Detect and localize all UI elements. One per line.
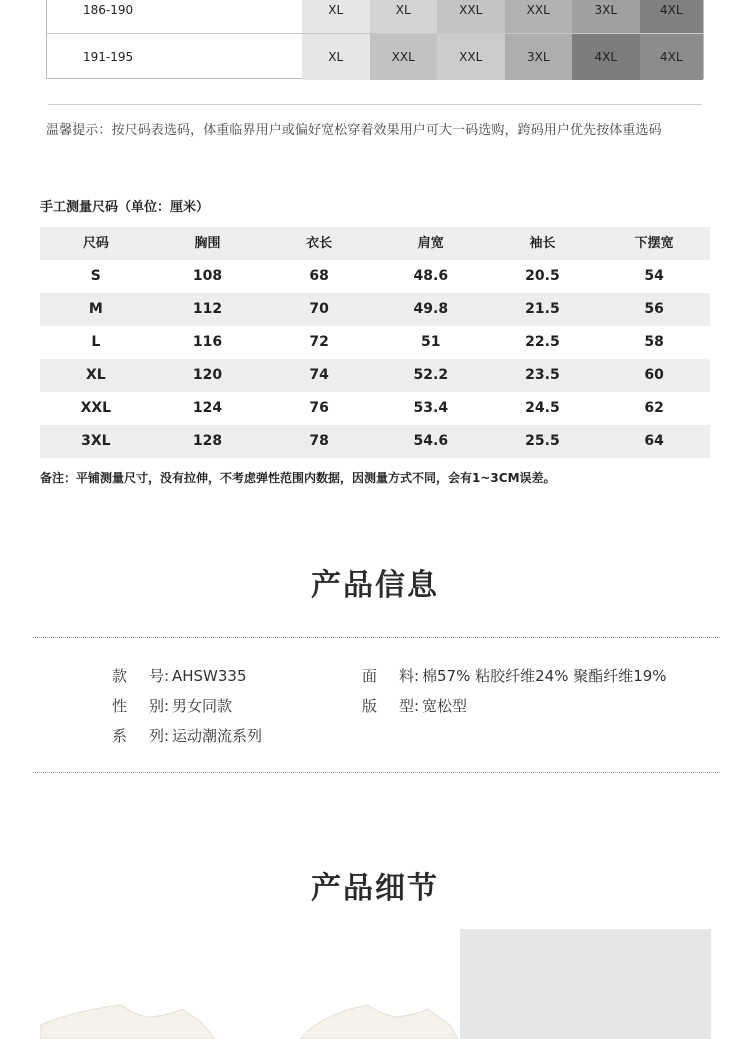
table-cell: 120 <box>192 367 223 383</box>
info-style-number <box>112 665 247 687</box>
info-colon: : <box>164 727 170 745</box>
size-cell: XXL <box>437 0 505 33</box>
table-row <box>40 425 710 458</box>
measurement-title: 手工测量尺码（单位：厘米） <box>40 200 210 215</box>
size-tip: 温馨提示：按尺码表选码，体重临界用户或偏好宽松穿着效果用户可大一码选购，跨码用户优先按体重选码 <box>46 123 662 138</box>
table-cell: 116 <box>192 334 223 350</box>
product-info-title: 产品信息 <box>311 568 439 603</box>
table-cell: 128 <box>192 433 223 449</box>
table-cell: 72 <box>309 334 329 350</box>
info-value: AHSW335 <box>172 667 247 685</box>
table-cell: 3XL <box>81 433 111 449</box>
divider <box>48 104 702 105</box>
table-cell: 58 <box>644 334 664 350</box>
table-cell: 25.5 <box>525 433 560 449</box>
table-cell: 56 <box>644 301 664 317</box>
info-key: 面料 <box>362 667 414 685</box>
column-header: 尺码 <box>82 236 109 251</box>
table-row <box>47 0 703 34</box>
size-recommendation-table <box>46 0 704 79</box>
dotted-divider <box>33 637 720 638</box>
info-value: 男女同款 <box>172 697 233 715</box>
size-cell: 4XL <box>640 34 704 80</box>
detail-image-collar <box>250 929 458 1039</box>
detail-image-placeholder <box>460 929 711 1039</box>
column-header: 肩宽 <box>417 236 444 251</box>
info-key: 系列 <box>112 727 164 745</box>
table-cell: 70 <box>309 301 329 317</box>
table-cell: 62 <box>644 400 664 416</box>
table-cell: XXL <box>80 400 112 416</box>
table-cell: 64 <box>644 433 664 449</box>
info-colon: : <box>414 697 420 715</box>
size-cell: 3XL <box>572 0 640 33</box>
info-fit <box>362 695 467 717</box>
table-header-row <box>40 227 710 260</box>
info-series <box>112 725 262 747</box>
info-colon: : <box>164 667 170 685</box>
measurement-note: 备注：平铺测量尺寸，没有拉伸，不考虑弹性范围内数据，因测量方式不同，会有1~3CM误差。 <box>40 471 556 485</box>
column-header: 胸围 <box>194 236 221 251</box>
measurement-table <box>40 227 710 458</box>
info-colon: : <box>414 667 420 685</box>
info-fabric <box>362 665 667 687</box>
table-cell: 54.6 <box>413 433 449 449</box>
size-cell: XL <box>302 0 370 33</box>
info-key: 版型 <box>362 697 414 715</box>
column-header: 袖长 <box>529 236 556 251</box>
size-cell: XL <box>370 0 438 33</box>
info-gender <box>112 695 232 717</box>
table-row <box>40 392 710 425</box>
size-cell: XXL <box>370 34 438 80</box>
table-cell: 112 <box>192 301 223 317</box>
info-key: 款号 <box>112 667 164 685</box>
table-cell: 23.5 <box>525 367 560 383</box>
table-cell: 60 <box>644 367 664 383</box>
dotted-divider <box>33 772 720 773</box>
table-cell: 24.5 <box>525 400 560 416</box>
table-cell: M <box>88 301 103 317</box>
height-range-label: 186-190 <box>83 3 134 17</box>
garment-collar-shape <box>250 929 458 1039</box>
table-cell: 78 <box>309 433 329 449</box>
column-header: 下摆宽 <box>634 236 674 251</box>
table-row <box>47 34 703 80</box>
size-cell: 4XL <box>640 0 704 33</box>
size-cell: 3XL <box>505 34 573 80</box>
table-cell: 49.8 <box>413 301 449 317</box>
table-cell: 68 <box>309 268 329 284</box>
table-cell: 22.5 <box>525 334 560 350</box>
table-cell: XL <box>85 367 106 383</box>
info-key: 性别 <box>112 697 164 715</box>
size-cell: XXL <box>505 0 573 33</box>
info-value: 宽松型 <box>422 697 468 715</box>
table-cell: 20.5 <box>525 268 560 284</box>
height-range-label: 191-195 <box>83 50 134 64</box>
table-cell: 21.5 <box>525 301 560 317</box>
size-cell: XXL <box>437 34 505 80</box>
detail-image-collar <box>40 929 248 1039</box>
table-cell: 54 <box>644 268 664 284</box>
table-cell: 52.2 <box>413 367 449 383</box>
table-cell: 108 <box>192 268 223 284</box>
info-value: 运动潮流系列 <box>172 727 263 745</box>
table-cell: 48.6 <box>413 268 449 284</box>
table-cell: 53.4 <box>413 400 449 416</box>
table-cell: 51 <box>421 334 441 350</box>
table-row <box>40 293 710 326</box>
table-row <box>40 359 710 392</box>
column-header: 衣长 <box>306 236 333 251</box>
size-cell: 4XL <box>572 34 640 80</box>
table-row <box>40 326 710 359</box>
info-colon: : <box>164 697 170 715</box>
size-cell: XL <box>302 34 370 80</box>
info-value: 棉57% 粘胶纤维24% 聚酯纤维19% <box>422 667 667 685</box>
garment-collar-shape <box>40 929 248 1039</box>
table-cell: 74 <box>309 367 329 383</box>
table-cell: S <box>90 268 101 284</box>
table-cell: L <box>91 334 101 350</box>
table-cell: 76 <box>309 400 329 416</box>
table-cell: 124 <box>192 400 223 416</box>
table-row <box>40 260 710 293</box>
product-detail-title: 产品细节 <box>311 871 439 906</box>
